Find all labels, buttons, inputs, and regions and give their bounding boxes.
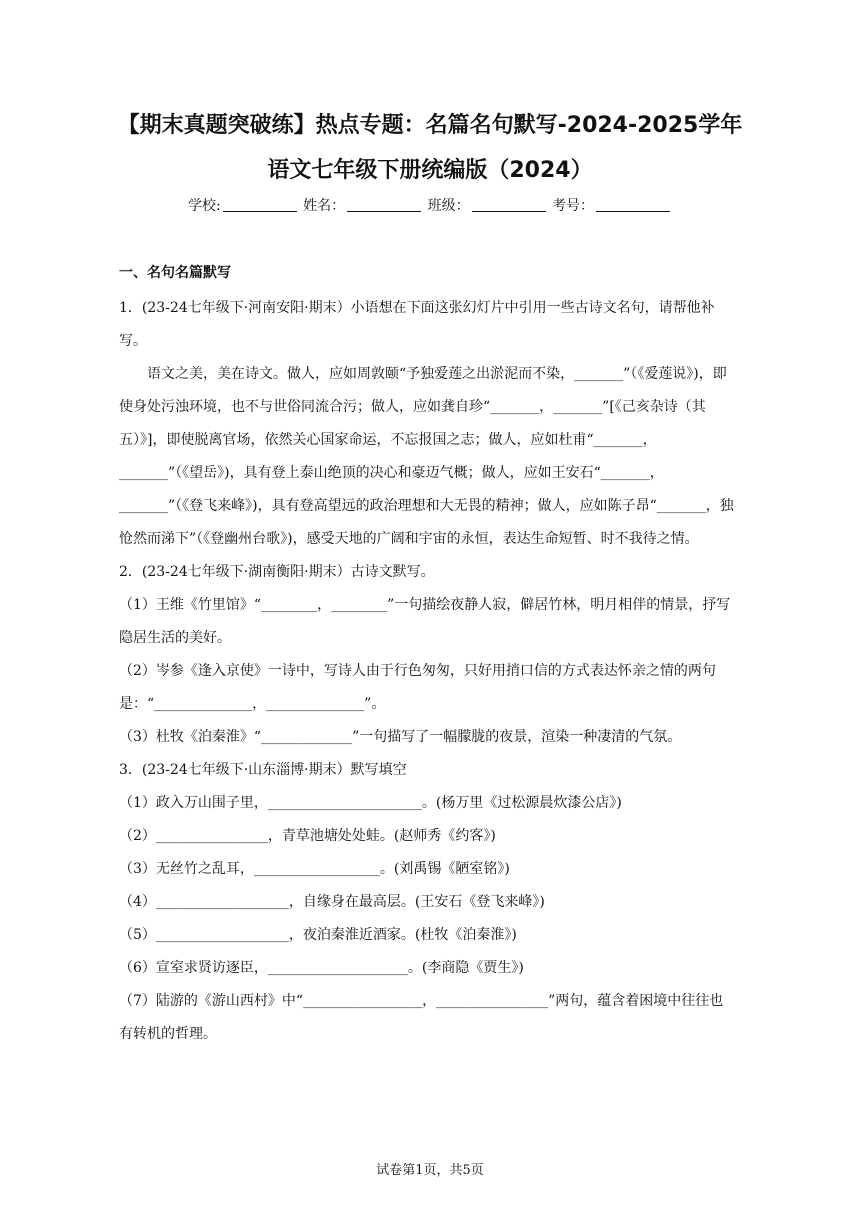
question-3-item-5: （5）___________________，夜泊秦淮近酒家。(杜牧《泊秦淮》): [119, 927, 517, 943]
school-label: 学校:: [187, 198, 221, 214]
questions-body: [119, 292, 734, 1051]
question-3-item-1: （1）政入万山围子里，______________________。(杨万里《过松源晨炊漆公店》): [119, 795, 622, 811]
school-blank[interactable]: [223, 197, 297, 212]
section-heading: 一、名句名篇默写: [119, 265, 231, 281]
page-title-line2: 语文七年级下册统编版（2024）: [267, 158, 593, 183]
question-3-item-7: （7）陆游的《游山西村》中“_________________，________________”两句，蕴含着困境中往往也有转机的哲理。: [119, 993, 724, 1042]
question-1-stem: 1．(23-24七年级下·河南安阳·期末）小语想在下面这张幻灯片中引用一些古诗文名句，请帮他补写。: [119, 300, 715, 349]
student-info-row: [60, 196, 800, 216]
question-3-item-2: （2）________________，青草池塘处处蛙。(赵师秀《约客》): [119, 828, 496, 844]
question-3-item-6: （6）宣室求贤访逐臣，____________________。(李商隐《贾生》): [119, 960, 524, 976]
page-title-line1: 【期末真题突破练】热点专题：名篇名句默写-2024-2025学年: [117, 113, 743, 138]
question-2-item-3: （3）杜牧《泊秦淮》“_____________”一句描写了一幅朦胧的夜景，渲染一种凄清的气氛。: [119, 729, 682, 745]
question-2-stem: 2．(23-24七年级下·湖南衡阳·期末）古诗文默写。: [119, 564, 435, 580]
question-3-stem: 3．(23-24七年级下·山东淄博·期末）默写填空: [119, 762, 407, 778]
name-blank[interactable]: [347, 197, 421, 212]
question-3-item-4: （4）___________________，自缘身在最高层。(王安石《登飞来峰》): [119, 894, 545, 910]
number-label: 考号：: [552, 198, 595, 214]
question-3-item-3: （3）无丝竹之乱耳，__________________。(刘禹锡《陋室铭》): [119, 861, 510, 877]
question-2-item-2: （2）岑参《逢入京使》一诗中，写诗人由于行色匆匆，只好用捎口信的方式表达怀亲之情的两句是：“______________，______________”。: [119, 663, 716, 712]
page-footer: 试卷第1页，共5页: [376, 1163, 484, 1178]
class-label: 班级：: [427, 198, 470, 214]
question-2-item-1: （1）王维《竹里馆》“________，________”一句描绘夜静人寂，僻居竹林，明月相伴的情景，抒写隐居生活的美好。: [119, 597, 731, 646]
class-blank[interactable]: [472, 197, 546, 212]
question-1-passage: 语文之美，美在诗文。做人，应如周敦颐“予独爱莲之出淤泥而不染，_______”（《爱莲说》)，即使身处污浊环境，也不与世俗同流合污；做人，应如龚自珍“_______，_______”[《己亥杂诗（其五）》]，即使脱离官场，依然关心国家命运，不忘报国之志；做人，应如杜甫“_______，_______”（《望岳》)，具有登上泰山绝顶的决心和豪迈气概；做人，应如王安石“_______，_______”（《登飞来峰》)，具有登高望远的政治理想和大无畏的精神；做人，应如陈子昂“_______，独怆然而涕下”（《登幽州台歌》)，感受天地的广阔和宇宙的永恒，表达生命短暂、时不我待之情。: [119, 366, 734, 547]
name-label: 姓名：: [303, 198, 346, 214]
number-blank[interactable]: [596, 197, 670, 212]
